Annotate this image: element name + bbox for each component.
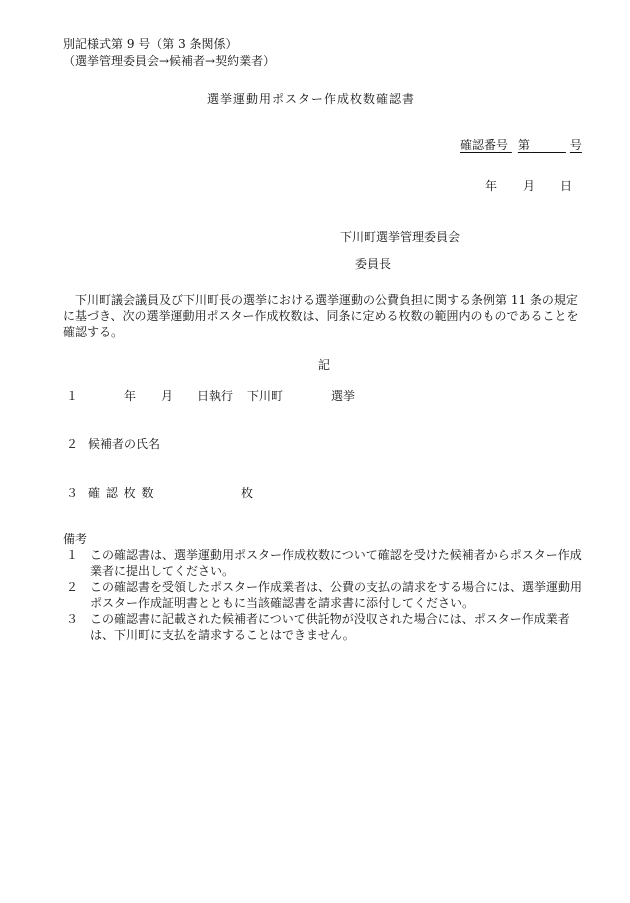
confirmation-number (460, 137, 582, 153)
item-1-election: 選挙 (331, 389, 356, 403)
date-year: 年 (485, 179, 498, 193)
ki-heading: 記 (318, 358, 331, 372)
document-title: 選挙運動用ポスター作成枚数確認書 (207, 92, 416, 106)
item-3-number: ３ (66, 486, 79, 500)
item-3-label: 確 認 枚 数 (88, 486, 155, 500)
confirmation-number-blank[interactable] (530, 138, 566, 152)
item-2-label: 候補者の氏名 (88, 437, 161, 451)
item-1-year: 年 (124, 389, 137, 403)
issuer-role: 委員長 (355, 257, 392, 271)
date-day: 日 (560, 179, 573, 193)
issuer-org: 下川町選挙管理委員会 (340, 230, 461, 244)
routing-note: （選挙管理委員会→候補者→契約業者） (63, 54, 276, 68)
body-paragraph: 下川町議会議員及び下川町長の選挙における選挙運動の公費負担に関する条例第 11 条の規定に基づき、次の選挙運動用ポスター作成枚数は、同条に定める枚数の範囲内のものであることを確認する。 (63, 293, 579, 339)
note-1-number: １ (66, 548, 79, 562)
note-3-text: この確認書に記載された候補者について供託物が没収された場合には、ポスター作成業者は、下川町に支払を請求することはできません。 (90, 612, 570, 642)
item-1-town: 下川町 (247, 389, 284, 403)
confirmation-number-go: 号 (569, 138, 582, 152)
form-number: 別記様式第 9 号（第 3 条関係） (63, 37, 238, 51)
item-1-execution: 日執行 (197, 389, 234, 403)
confirmation-number-dai: 第 (517, 138, 530, 152)
confirmation-number-label: 確認番号 (460, 138, 509, 152)
note-3-number: ３ (66, 612, 79, 626)
note-2-text: この確認書を受領したポスター作成業者は、公費の支払の請求をする場合には、選挙運動用ポスター作成証明書とともに当該確認書を請求書に添付してください。 (90, 580, 583, 610)
date-month: 月 (523, 179, 536, 193)
item-1-number: １ (66, 389, 79, 403)
item-3-unit: 枚 (241, 486, 254, 500)
note-1-text: この確認書は、選挙運動用ポスター作成枚数について確認を受けた候補者からポスター作成業者に提出してください。 (90, 548, 582, 578)
item-1-month: 月 (161, 389, 174, 403)
note-2-number: ２ (66, 580, 79, 594)
notes-heading: 備考 (63, 532, 88, 546)
item-2-number: ２ (66, 437, 79, 451)
